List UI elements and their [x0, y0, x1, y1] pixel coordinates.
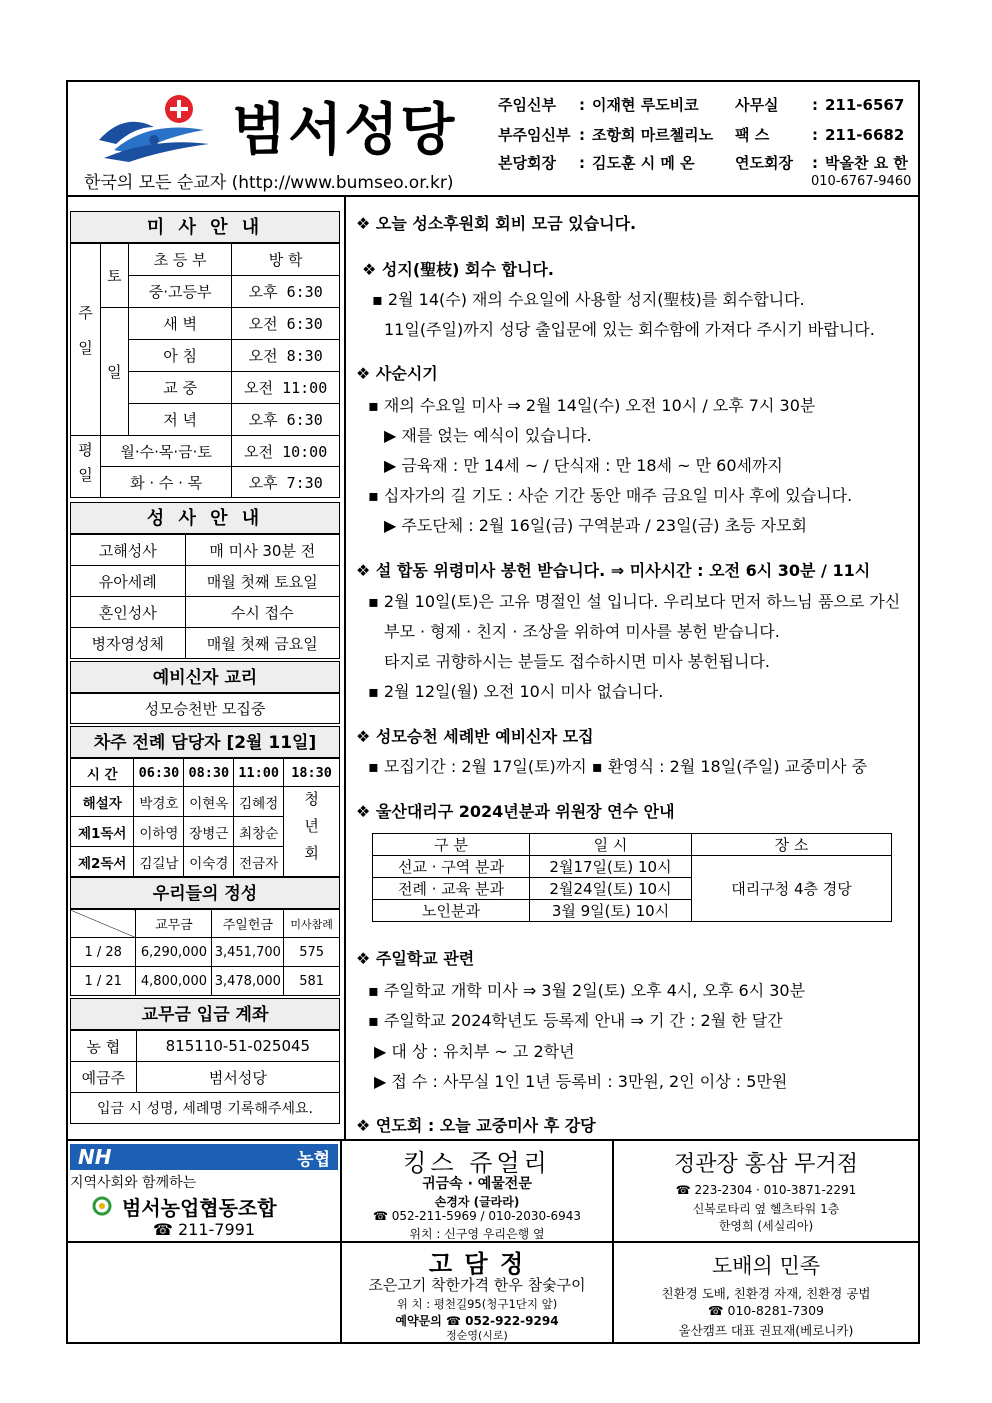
notice-line: 11일(주일)까지 성당 출입문에 있는 회수함에 가져다 주시기 바랍니다.	[384, 320, 875, 339]
contact-row: 사무실 : 211-6567	[735, 96, 905, 114]
attendance-cell: 575	[284, 938, 340, 967]
kings-tel: ☎ 052-211-5969 / 010-2030-6943	[372, 1209, 582, 1223]
staff-value: 조항희 마르첼리노	[592, 126, 714, 144]
role-label: 제1독서	[71, 817, 134, 847]
staff-label: 주임신부	[498, 96, 556, 114]
account-holder: 범서성당	[136, 1062, 339, 1093]
offering-table	[70, 909, 340, 996]
name-cell: 최창순	[234, 817, 284, 847]
mass-time: 방 학	[232, 244, 340, 276]
date-cell: 3월 9일(토) 10시	[530, 900, 692, 922]
sacrament-name: 병자영성체	[71, 628, 186, 659]
date-cell: 1 / 28	[71, 938, 136, 967]
header-cell: 교무금	[136, 910, 212, 938]
mass-name: 저 녁	[128, 404, 231, 436]
weekday-label: 평일	[71, 436, 101, 498]
collection-cell: 3,451,700	[212, 938, 284, 967]
catechism-title: 예비신자 교리	[70, 661, 340, 693]
time-cell: 11:00	[234, 759, 284, 787]
name-cell: 이숙경	[184, 847, 234, 877]
mass-name: 화 · 수 · 목	[100, 467, 231, 498]
kings-location: 위치 : 신구영 우리은행 옆	[409, 1227, 545, 1241]
time-cell: 06:30	[134, 759, 184, 787]
contact-extra: 010-6767-9460	[811, 174, 912, 189]
nh-tagline: 지역사회와 함께하는	[70, 1175, 197, 1191]
dues-cell: 6,290,000	[136, 938, 212, 967]
mass-name: 중·고등부	[128, 276, 231, 308]
staff-row: 부주임신부 : 조항희 마르첼리노	[498, 126, 714, 144]
catechism-table	[70, 693, 340, 724]
dobae-name: 도배의 민족	[711, 1254, 821, 1278]
notice-school-title: ❖ 주일학교 관련	[356, 949, 475, 968]
mass-title: 미 사 안 내	[70, 211, 340, 243]
dobae-owner: 울산캠프 대표 권묘재(베로니카)	[678, 1323, 854, 1338]
sacrament-value: 매월 첫째 토요일	[185, 566, 339, 597]
contact-label: 연도회장	[735, 154, 793, 172]
notice-line: ▪ 주일학교 개학 미사 ⇒ 3월 2일(토) 오후 4시, 오후 6시 30분	[368, 981, 806, 1000]
staff-label: 부주임신부	[498, 126, 571, 144]
godam-tel: 예약문의 ☎ 052-922-9294	[395, 1314, 559, 1328]
notice-line: ▶ 재를 얹는 예식이 있습니다.	[384, 426, 592, 445]
notice-line: ▶ 접 수 : 사무실 1인 1년 등록비 : 3만원, 2인 이상 : 5만원	[374, 1072, 788, 1091]
header-cell: 미사참례	[284, 910, 340, 938]
sacrament-title: 성 사 안 내	[70, 502, 340, 534]
staff-label: 본당회장	[498, 154, 556, 172]
account-table	[70, 1030, 340, 1124]
role-label: 제2독서	[71, 847, 134, 877]
time-label: 시 간	[71, 759, 134, 787]
mass-name: 아 침	[128, 340, 231, 372]
mass-time: 오후 7:30	[232, 467, 340, 498]
saturday-label: 토	[100, 244, 128, 308]
sacrament-value: 매월 첫째 금요일	[185, 628, 339, 659]
notice-line: ▶ 대 상 : 유치부 ~ 고 2학년	[374, 1042, 575, 1061]
contact-label: 팩 스	[735, 126, 770, 144]
nh-brand: 농협	[297, 1149, 330, 1170]
contact-value: 211-6567	[825, 96, 905, 114]
mass-time: 오후 6:30	[232, 404, 340, 436]
time-cell: 18:30	[284, 759, 340, 787]
place-cell: 대리구청 4층 경당	[692, 856, 892, 922]
nh-tel: ☎ 211-7991	[152, 1220, 256, 1239]
kings-name: 킹스 쥬얼리	[403, 1149, 551, 1177]
dues-cell: 4,800,000	[136, 967, 212, 996]
account-number: 815110-51-025045	[136, 1031, 339, 1062]
notice-line: ▪ 2월 10일(토)은 고유 명절인 설 입니다. 우리보다 먼저 하느님 품으로 가신	[368, 592, 901, 611]
dobae-sub: 친환경 도배, 친환경 자재, 친환경 공법	[661, 1286, 871, 1301]
time-cell: 08:30	[184, 759, 234, 787]
header-cell: 구 분	[373, 834, 530, 856]
name-cell: 장병근	[184, 817, 234, 847]
offering-title: 우리들의 정성	[70, 877, 340, 909]
division-cell: 노인분과	[373, 900, 530, 922]
ginseng-name: 정관장 홍삼 무거점	[673, 1152, 858, 1177]
date-cell: 2월17일(토) 10시	[530, 856, 692, 878]
notice-line: ▶ 금육재 : 만 14세 ~ / 단식재 : 만 18세 ~ 만 60세까지	[384, 456, 783, 475]
mass-name: 교 중	[128, 372, 231, 404]
name-cell: 박경호	[134, 787, 184, 817]
notice-line: ▪ 주일학교 2024학년도 등록제 안내 ⇒ 기 간 : 2월 한 달간	[368, 1011, 783, 1030]
mass-name: 월·수·목·금·토	[100, 436, 231, 467]
bank-label: 농 협	[71, 1031, 137, 1062]
day-label: 일	[100, 308, 128, 436]
collection-cell: 3,478,000	[212, 967, 284, 996]
division-cell: 선교 · 구역 분과	[373, 856, 530, 878]
contact-row: 연도회장 : 박올찬 요 한	[735, 154, 908, 172]
sacrament-name: 유아세례	[71, 566, 186, 597]
notice-lent-title: ❖ 사순시기	[356, 364, 438, 383]
notice-line: ▪ 모집기간 : 2월 17일(토)까지 ▪ 환영식 : 2월 18일(주일) 교중미사 중	[368, 757, 868, 776]
column-divider	[344, 195, 346, 1140]
notice-line: ▶ 주도단체 : 2월 16일(금) 구역분과 / 23일(금) 초등 자모회	[384, 516, 807, 535]
page-title: 범서성당	[232, 98, 457, 163]
godam-location: 위 치 : 평천길95(청구1단지 앞)	[396, 1297, 558, 1311]
name-cell: 김길남	[134, 847, 184, 877]
ginseng-owner: 한영희 (세실리아)	[718, 1219, 814, 1233]
diagonal-cell	[71, 910, 136, 938]
church-logo-icon	[94, 92, 214, 162]
dobae-tel: ☎ 010-8281-7309	[707, 1303, 825, 1318]
header-cell: 주일헌금	[212, 910, 284, 938]
liturgy-title: 차주 전례 담당자 [2월 11일]	[70, 726, 340, 758]
notice-line: 타지로 귀향하시는 분들도 접수하시면 미사 봉헌됩니다.	[384, 652, 771, 671]
sacrament-table	[70, 534, 340, 659]
contact-value: 박올찬 요 한	[825, 154, 908, 172]
contact-value: 211-6682	[825, 126, 905, 144]
catechism-value: 성모승천반 모집중	[71, 694, 340, 724]
name-cell: 김혜정	[234, 787, 284, 817]
mass-name: 초 등 부	[128, 244, 231, 276]
kings-owner: 손경자 (글라라)	[434, 1195, 520, 1209]
notice-memorial-title: ❖ 설 합동 위령미사 봉헌 받습니다. ⇒ 미사시간 : 오전 6시 30분 / 11시	[356, 561, 871, 580]
mass-time: 오전 6:30	[232, 308, 340, 340]
godam-name: 고 담 정	[428, 1249, 526, 1278]
staff-value: 김도훈 시 메 온	[592, 154, 695, 172]
mass-time: 오전 11:00	[232, 372, 340, 404]
date-cell: 2월24일(토) 10시	[530, 878, 692, 900]
holder-label: 예금주	[71, 1062, 137, 1093]
contact-row: 팩 스 : 211-6682	[735, 126, 905, 144]
youth-cell: 청년회	[284, 787, 340, 877]
notice-line: ▪ 재의 수요일 미사 ⇒ 2월 14일(수) 오전 10시 / 오후 7시 30분	[368, 396, 816, 415]
division-cell: 전례 · 교육 분과	[373, 878, 530, 900]
notice-funeral-society: ❖ 연도회 : 오늘 교중미사 후 강당	[356, 1116, 596, 1135]
nh-banner	[70, 1144, 338, 1170]
sacrament-value: 매 미사 30분 전	[185, 535, 339, 566]
nh-emblem-icon	[92, 1196, 112, 1216]
sunday-label: 주일	[71, 244, 101, 436]
kings-sub: 귀금속 · 예물전문	[422, 1176, 532, 1192]
training-table	[372, 833, 892, 922]
notice-line: 부모 · 형제 · 친지 · 조상을 위하여 미사를 봉헌 받습니다.	[384, 622, 780, 641]
date-cell: 1 / 21	[71, 967, 136, 996]
subtitle: 한국의 모든 순교자 (http://www.bumseo.or.kr)	[84, 173, 454, 193]
nh-name: 범서농업협동조합	[122, 1196, 277, 1220]
account-note: 입금 시 성명, 세례명 기록해주세요.	[71, 1093, 340, 1124]
sacrament-name: 고해성사	[71, 535, 186, 566]
sacrament-name: 혼인성사	[71, 597, 186, 628]
account-title: 교무금 입금 계좌	[70, 998, 340, 1030]
godam-owner: 정순영(시로)	[446, 1329, 508, 1342]
ginseng-location: 신복로타리 옆 헬츠타워 1층	[692, 1202, 840, 1216]
header-cell: 장 소	[692, 834, 892, 856]
contact-label: 사무실	[735, 96, 779, 114]
notice-palm-title: ❖ 성지(聖枝) 회수 합니다.	[362, 260, 554, 279]
role-label: 해설자	[71, 787, 134, 817]
mass-name: 새 벽	[128, 308, 231, 340]
ginseng-tel: ☎ 223-2304 · 010-3871-2291	[675, 1183, 857, 1197]
notice-line: ▪ 2월 12일(월) 오전 10시 미사 없습니다.	[368, 682, 664, 701]
staff-value: 이재현 루도비코	[592, 96, 699, 114]
mass-time: 오전 10:00	[232, 436, 340, 467]
staff-row: 본당회장 : 김도훈 시 메 온	[498, 154, 695, 172]
left-column	[70, 211, 340, 1124]
godam-sub: 조은고기 착한가격 한우 참숯구이	[368, 1276, 586, 1294]
attendance-cell: 581	[284, 967, 340, 996]
mass-time: 오후 6:30	[232, 276, 340, 308]
name-cell: 이하영	[134, 817, 184, 847]
name-cell: 전금자	[234, 847, 284, 877]
ad-row-divider	[68, 1139, 918, 1141]
header-cell: 일 시	[530, 834, 692, 856]
notice-line: ▪ 2월 14(수) 재의 수요일에 사용할 성지(聖枝)를 회수합니다.	[372, 290, 805, 309]
notice-training-title: ❖ 울산대리구 2024년분과 위원장 연수 안내	[356, 802, 675, 821]
mass-time: 오전 8:30	[232, 340, 340, 372]
staff-row: 주임신부 : 이재현 루도비코	[498, 96, 699, 114]
mass-table	[70, 243, 340, 498]
liturgy-table	[70, 758, 340, 877]
notice-baptism-title: ❖ 성모승천 세례반 예비신자 모집	[356, 727, 594, 746]
sacrament-value: 수시 접수	[185, 597, 339, 628]
nh-logo: NH	[78, 1145, 112, 1169]
notice-donation: ❖ 오늘 성소후원회 회비 모금 있습니다.	[356, 214, 637, 233]
notice-line: ▪ 십자가의 길 기도 : 사순 기간 동안 매주 금요일 미사 후에 있습니다.	[368, 486, 853, 505]
name-cell: 이현옥	[184, 787, 234, 817]
